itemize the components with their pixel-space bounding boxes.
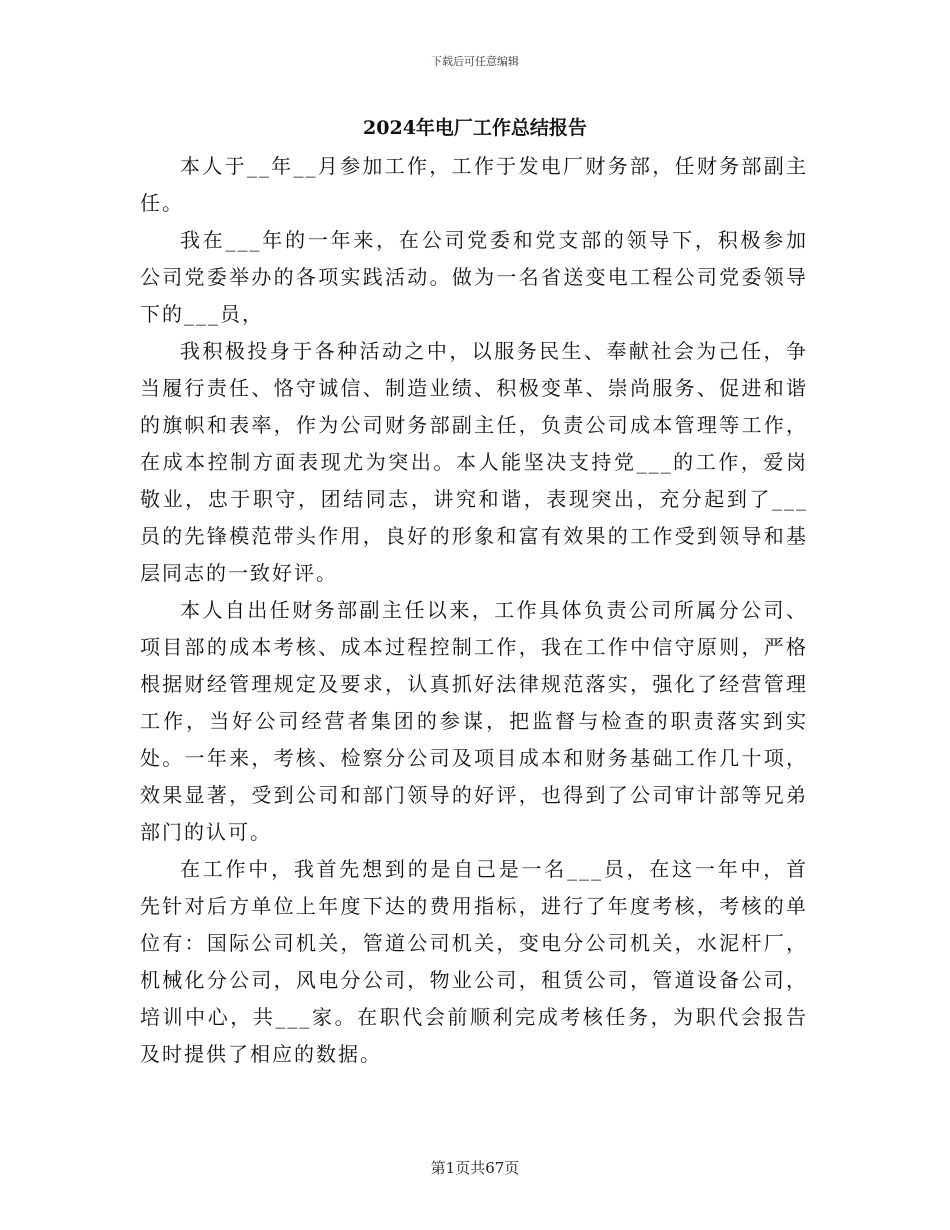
paragraph: 本人于__年__月参加工作，工作于发电厂财务部，任财务部副主任。 [140,154,808,215]
paragraph: 我积极投身于各种活动之中，以服务民生、奉献社会为己任，争当履行责任、恪守诚信、制造业绩、积极变革、崇尚服务、促进和谐的旗帜和表率，作为公司财务部副主任，负责公司成本管理等工作，在成本控制方面表现尤为突出。本人能坚决支持党___的工作，爱岗敬业，忠于职守，团结同志，讲究和谐，表现突出，充分起到了___员的先锋模范带头作用，良好的形象和富有效果的工作受到领导和基层同志的一致好评。 [140,339,808,585]
document-body [140,148,808,1073]
page-number: 第1页共67页 [430,1159,520,1177]
page-header-note: 下载后可任意编辑 [431,55,519,68]
document-title: 2024年电厂工作总结报告 [363,117,587,139]
paragraph: 在工作中，我首先想到的是自己是一名___员，在这一年中，首先针对后方单位上年度下达的费用指标，进行了年度考核，考核的单位有：国际公司机关，管道公司机关，变电分公司机关，水泥杆厂，机械化分公司，风电分公司，物业公司，租赁公司，管道设备公司，培训中心，共___家。在职代会前顺利完成考核任务，为职代会报告及时提供了相应的数据。 [140,857,808,1066]
paragraph: 我在___年的一年来，在公司党委和党支部的领导下，积极参加公司党委举办的各项实践活动。做为一名省送变电工程公司党委领导下的___员， [140,228,808,326]
paragraph: 本人自出任财务部副主任以来，工作具体负责公司所属分公司、项目部的成本考核、成本过程控制工作，我在工作中信守原则，严格根据财经管理规定及要求，认真抓好法律规范落实，强化了经营管理工作，当好公司经营者集团的参谋，把监督与检查的职责落实到实处。一年来，考核、检察分公司及项目成本和财务基础工作几十项，效果显著，受到公司和部门领导的好评，也得到了公司审计部等兄弟部门的认可。 [140,598,808,844]
